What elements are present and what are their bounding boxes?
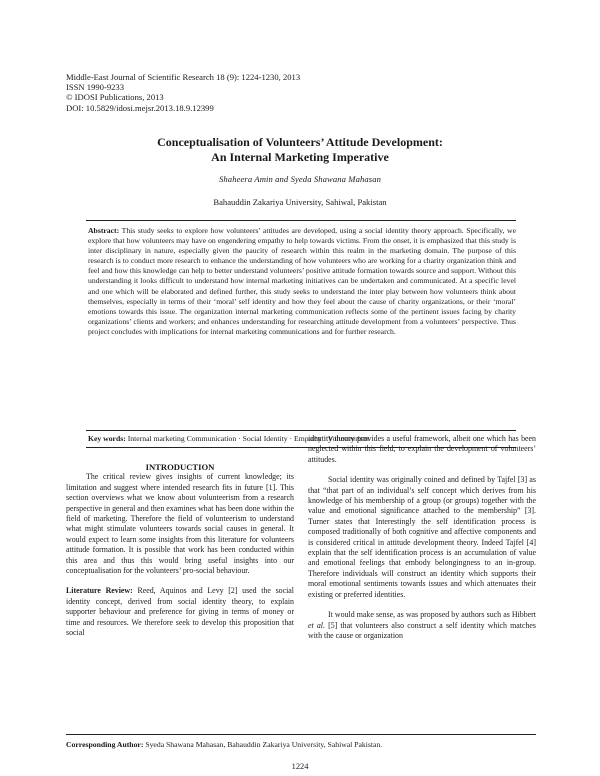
doi: DOI: 10.5829/idosi.mejsr.2013.18.9.12399	[66, 102, 214, 113]
footnote-rule	[66, 734, 536, 735]
right-paragraph-3-b: [5] that volunteers also construct a self identity which matches with the cause or organization	[308, 620, 536, 640]
keywords-label: Key words:	[88, 434, 126, 443]
paper-title	[60, 135, 540, 165]
authors: Shaheera Amin and Syeda Shawana Mahasan	[219, 174, 381, 184]
keywords-text: Internal marketing Communication · Social Identity · Empathy · Volunteerism	[127, 434, 369, 443]
title-line-2: An Internal Marketing Imperative	[211, 150, 389, 164]
et-al: et al.	[308, 620, 325, 630]
right-paragraph-3-a: It would make sense, as was proposed by authors such as Hibbert	[328, 610, 536, 620]
corresponding-text: Syeda Shawana Mahasan, Bahauddin Zakariya University, Sahiwal Pakistan.	[145, 740, 383, 749]
right-paragraph-1: identity theory provides a useful framework, albeit one which has been neglected within this field, to explain the development of volunteers’ attitudes.	[308, 434, 536, 464]
right-column	[308, 434, 536, 641]
corresponding-label: Corresponding Author:	[66, 740, 144, 749]
literature-review-label: Literature Review:	[66, 586, 133, 596]
page-number: 1224	[291, 762, 309, 771]
affiliation: Bahauddin Zakariya University, Sahiwal, Pakistan	[213, 197, 387, 207]
journal-header	[66, 72, 506, 113]
abstract-top-rule	[86, 220, 516, 221]
copyright: © IDOSI Publications, 2013	[66, 92, 164, 103]
section-heading-introduction: INTRODUCTION	[145, 462, 215, 472]
abstract-label: Abstract:	[88, 226, 120, 235]
right-paragraph-2: Social identity was originally coined and defined by Tajfel [3] as that “that part of an individual’s self concept which derives from his knowledge of his membership of a group (or groups) together with the value and emotional significance attached to the membership” [3]. Turner states that Interestingly the self identification process is composed traditionally of both cognitive and affective components and is considered critical in attitude development theory. Indeed Tajfel [4] explain that the self identification process is an accumulation of value and emotional feelings that embody belongingness to an in-group. Therefore individuals will construct an identity which supports their moral emotional sentiments towards issues and which attenuates their existing or preferred identities.	[308, 475, 536, 599]
journal-citation: Middle-East Journal of Scientific Research 18 (9): 1224-1230, 2013	[66, 72, 301, 82]
corresponding-author	[66, 740, 536, 749]
left-column	[66, 462, 294, 639]
right-paragraph-3	[308, 610, 536, 641]
abstract-text: This study seeks to explore how volunteers’ attitudes are developed, using a social identity theory approach. Specifically, we explore that how volunteers may have on engendering empathy to help towards victims. From the onset, it is emphasized that this study is inter disciplinary in nature, especially given the paucity of research within this realm in the marketing domain. The purpose of this research is to conduct more research to enhance the understanding of how volunteers who are working for a charity organization think and feel and how this knowledge can help to better understand volunteers’ positive attitude formation towards source and support. Without this understanding it looks difficult to understand how internal marketing initiatives can be undertaken and communicated. At a specific level and one which will be elaborated and defined further, this study seeks to understand the inter play between how volunteers think about themselves, especially in terms of their ‘moral’ self identity and how they feel about the cause of charity organizations, or their ‘moral’ emotions towards this issue. The organization internal marketing communication reflects some of the pertinent issues facing by charity organizations’ clients and workers; and enhances understanding for researching attitude development from a volunteers’ perspective. Thus project concludes with implications for internal marketing communications and for further research.	[88, 226, 516, 336]
intro-paragraph: The critical review gives insights of current knowledge; its limitation and suggest where intended research fits in future [1]. This section overviews what we know about volunteerism from a research perspective in general and then examines what has been done within the field of marketing. Therefore the field of volunteerism to understand what might stimulate volunteers towards social causes in general. It would expect to learn some insights from this literature for volunteers attitude formation. It is possible that work has been conducted within this area and thus this would bring useful insights into our conceptualisation for the volunteers’ pro-social behaviour.	[66, 472, 294, 576]
literature-review-text: Reed, Aquinos and Levy [2] used the social identity concept, derived from social identity theory, to explain supporter behaviour and preference for giving in terms of money or time and resources. We therefore seek to develop this proposition that social	[66, 586, 294, 638]
title-line-1: Conceptualisation of Volunteers’ Attitude Development:	[157, 135, 443, 149]
literature-review-paragraph	[66, 586, 294, 638]
issn: ISSN 1990-9233	[66, 82, 125, 93]
abstract-bottom-rule	[86, 430, 516, 431]
abstract	[88, 226, 516, 337]
